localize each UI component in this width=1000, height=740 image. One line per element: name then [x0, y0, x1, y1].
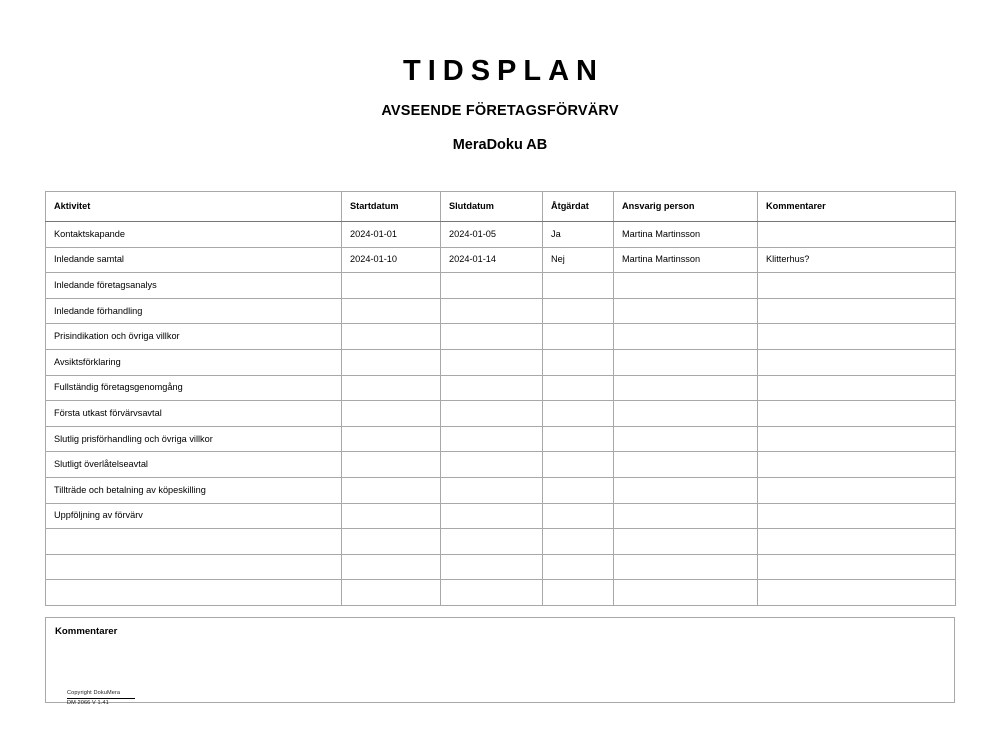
cell-atgardat[interactable] — [543, 477, 614, 503]
cell-atgardat[interactable] — [543, 554, 614, 580]
column-header-atgardat: Åtgärdat — [543, 192, 614, 222]
cell-atgardat[interactable] — [543, 349, 614, 375]
table-row — [46, 477, 956, 503]
cell-ansvarig[interactable] — [614, 324, 758, 350]
cell-slutdatum[interactable] — [441, 375, 543, 401]
cell-aktivitet[interactable]: Uppföljning av förvärv — [46, 503, 342, 529]
cell-startdatum[interactable] — [342, 349, 441, 375]
table-row — [46, 452, 956, 478]
cell-startdatum[interactable] — [342, 529, 441, 555]
cell-ansvarig[interactable] — [614, 477, 758, 503]
cell-atgardat[interactable] — [543, 375, 614, 401]
cell-startdatum[interactable]: 2024-01-10 — [342, 247, 441, 273]
timeline-table-container — [45, 191, 955, 606]
cell-aktivitet[interactable]: Inledande samtal — [46, 247, 342, 273]
table-header — [46, 192, 956, 222]
cell-kommentarer[interactable] — [758, 349, 956, 375]
cell-startdatum[interactable] — [342, 580, 441, 606]
cell-kommentarer[interactable] — [758, 401, 956, 427]
cell-startdatum[interactable] — [342, 503, 441, 529]
cell-aktivitet[interactable]: Slutlig prisförhandling och övriga villkor — [46, 426, 342, 452]
cell-startdatum[interactable] — [342, 452, 441, 478]
cell-aktivitet[interactable]: Slutligt överlåtelseavtal — [46, 452, 342, 478]
page-title: TIDSPLAN — [403, 55, 604, 87]
cell-atgardat[interactable] — [543, 452, 614, 478]
cell-slutdatum[interactable] — [441, 426, 543, 452]
cell-ansvarig[interactable] — [614, 503, 758, 529]
cell-startdatum[interactable] — [342, 401, 441, 427]
cell-atgardat[interactable] — [543, 529, 614, 555]
cell-kommentarer[interactable] — [758, 222, 956, 248]
table-row — [46, 247, 956, 273]
table-row — [46, 298, 956, 324]
cell-atgardat[interactable] — [543, 401, 614, 427]
cell-atgardat[interactable] — [543, 298, 614, 324]
table-row — [46, 222, 956, 248]
cell-startdatum[interactable] — [342, 426, 441, 452]
cell-aktivitet[interactable]: Inledande förhandling — [46, 298, 342, 324]
table-row — [46, 426, 956, 452]
cell-slutdatum[interactable]: 2024-01-14 — [441, 247, 543, 273]
cell-kommentarer[interactable] — [758, 503, 956, 529]
table-row — [46, 529, 956, 555]
cell-atgardat[interactable] — [543, 503, 614, 529]
cell-startdatum[interactable] — [342, 298, 441, 324]
cell-slutdatum[interactable] — [441, 477, 543, 503]
cell-kommentarer[interactable] — [758, 375, 956, 401]
cell-kommentarer[interactable] — [758, 529, 956, 555]
cell-slutdatum[interactable] — [441, 324, 543, 350]
cell-kommentarer[interactable] — [758, 477, 956, 503]
cell-kommentarer[interactable] — [758, 580, 956, 606]
document-header — [0, 0, 1000, 154]
column-header-kommentarer: Kommentarer — [758, 192, 956, 222]
cell-atgardat[interactable] — [543, 426, 614, 452]
cell-kommentarer[interactable]: Klitterhus? — [758, 247, 956, 273]
document-footer — [67, 690, 267, 707]
comments-label: Kommentarer — [55, 626, 118, 637]
copyright-notice: Copyright DokuMera — [67, 690, 121, 696]
table-header-row — [46, 192, 956, 222]
column-header-ansvarig: Ansvarig person — [614, 192, 758, 222]
cell-ansvarig[interactable] — [614, 273, 758, 299]
cell-slutdatum[interactable] — [441, 580, 543, 606]
cell-startdatum[interactable] — [342, 375, 441, 401]
cell-ansvarig[interactable] — [614, 452, 758, 478]
timeline-table — [45, 191, 956, 606]
cell-slutdatum[interactable]: 2024-01-05 — [441, 222, 543, 248]
table-row — [46, 554, 956, 580]
cell-ansvarig[interactable] — [614, 426, 758, 452]
cell-ansvarig[interactable] — [614, 529, 758, 555]
cell-aktivitet[interactable] — [46, 580, 342, 606]
cell-slutdatum[interactable] — [441, 349, 543, 375]
table-body — [46, 222, 956, 606]
column-header-aktivitet: Aktivitet — [46, 192, 342, 222]
cell-kommentarer[interactable] — [758, 298, 956, 324]
cell-kommentarer[interactable] — [758, 324, 956, 350]
document-code: DM 2066 V 1.41 — [67, 699, 109, 706]
table-row — [46, 273, 956, 299]
cell-atgardat[interactable] — [543, 580, 614, 606]
table-row — [46, 324, 956, 350]
cell-atgardat[interactable] — [543, 273, 614, 299]
cell-aktivitet[interactable] — [46, 554, 342, 580]
column-header-slutdatum: Slutdatum — [441, 192, 543, 222]
column-header-startdatum: Startdatum — [342, 192, 441, 222]
cell-slutdatum[interactable] — [441, 401, 543, 427]
cell-aktivitet[interactable]: Fullständig företagsgenomgång — [46, 375, 342, 401]
document-subtitle: AVSEENDE FÖRETAGSFÖRVÄRV — [381, 102, 619, 119]
cell-aktivitet[interactable]: Prisindikation och övriga villkor — [46, 324, 342, 350]
cell-aktivitet[interactable]: Avsiktsförklaring — [46, 349, 342, 375]
cell-ansvarig[interactable]: Martina Martinsson — [614, 247, 758, 273]
cell-kommentarer[interactable] — [758, 273, 956, 299]
cell-slutdatum[interactable] — [441, 503, 543, 529]
cell-kommentarer[interactable] — [758, 554, 956, 580]
company-name: MeraDoku AB — [452, 136, 548, 153]
cell-ansvarig[interactable]: Martina Martinsson — [614, 222, 758, 248]
table-row — [46, 503, 956, 529]
cell-slutdatum[interactable] — [441, 554, 543, 580]
cell-ansvarig[interactable] — [614, 349, 758, 375]
cell-aktivitet[interactable]: Första utkast förvärvsavtal — [46, 401, 342, 427]
cell-atgardat[interactable]: Nej — [543, 247, 614, 273]
cell-aktivitet[interactable]: Tillträde och betalning av köpeskilling — [46, 477, 342, 503]
cell-atgardat[interactable] — [543, 324, 614, 350]
cell-startdatum[interactable] — [342, 477, 441, 503]
cell-startdatum[interactable] — [342, 273, 441, 299]
cell-startdatum[interactable] — [342, 554, 441, 580]
cell-slutdatum[interactable] — [441, 529, 543, 555]
cell-atgardat[interactable]: Ja — [543, 222, 614, 248]
cell-ansvarig[interactable] — [614, 554, 758, 580]
cell-slutdatum[interactable] — [441, 273, 543, 299]
cell-startdatum[interactable]: 2024-01-01 — [342, 222, 441, 248]
cell-aktivitet[interactable]: Inledande företagsanalys — [46, 273, 342, 299]
cell-ansvarig[interactable] — [614, 375, 758, 401]
cell-slutdatum[interactable] — [441, 298, 543, 324]
table-row — [46, 580, 956, 606]
table-row — [46, 375, 956, 401]
cell-startdatum[interactable] — [342, 324, 441, 350]
cell-ansvarig[interactable] — [614, 401, 758, 427]
table-row — [46, 401, 956, 427]
cell-ansvarig[interactable] — [614, 580, 758, 606]
cell-slutdatum[interactable] — [441, 452, 543, 478]
cell-ansvarig[interactable] — [614, 298, 758, 324]
cell-kommentarer[interactable] — [758, 426, 956, 452]
cell-aktivitet[interactable]: Kontaktskapande — [46, 222, 342, 248]
cell-aktivitet[interactable] — [46, 529, 342, 555]
cell-kommentarer[interactable] — [758, 452, 956, 478]
table-row — [46, 349, 956, 375]
